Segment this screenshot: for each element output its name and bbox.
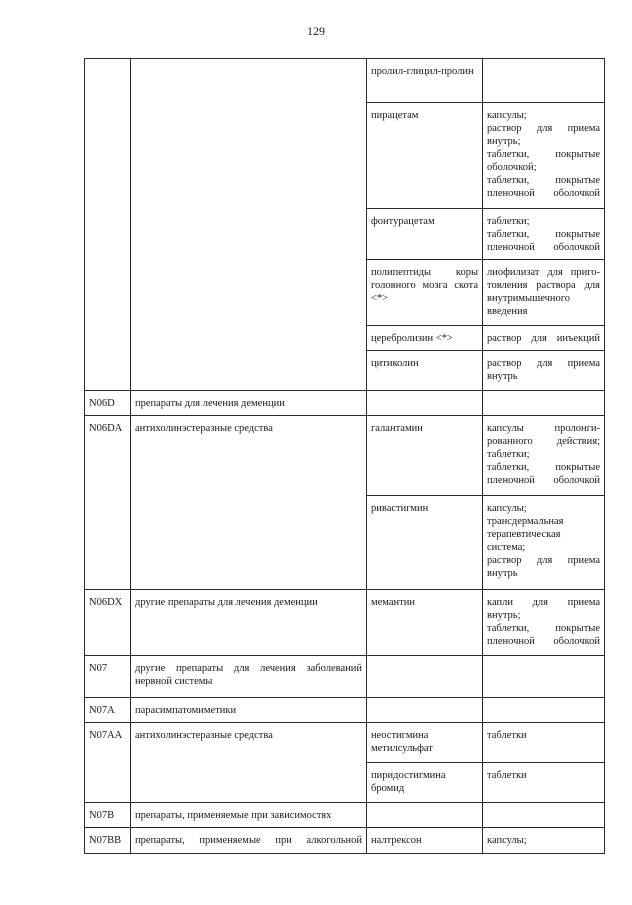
- drug-name-cell: [367, 391, 483, 416]
- dosage-form-line: капли для приема: [487, 597, 600, 608]
- dosage-form-line: капсулы;: [487, 835, 527, 846]
- drug-name-cell: [367, 656, 483, 698]
- dosage-form-line: рованного действия;: [487, 436, 600, 447]
- atc-code-cell: N06DA: [85, 416, 131, 590]
- drug-name-cell: пирацетам: [367, 103, 483, 209]
- drug-name-cell: пиридостигмина бромид: [367, 763, 483, 803]
- dosage-form-line: терапевтическая: [487, 529, 561, 540]
- dosage-form-cell: [483, 103, 605, 209]
- dosage-form-line: пленочной оболочкой: [487, 475, 600, 486]
- dosage-form-line: пленочной оболочкой: [487, 242, 600, 253]
- atc-code-cell: N07BB: [85, 828, 131, 854]
- dosage-form-cell: [483, 590, 605, 656]
- drug-name-cell: фонтурацетам: [367, 209, 483, 260]
- dosage-form-line: таблетки;: [487, 449, 530, 460]
- dosage-form-line: внутрь: [487, 371, 518, 382]
- table-row: [85, 803, 605, 828]
- dosage-form-line: пленочной оболочкой: [487, 188, 600, 199]
- group-name-cell: антихолинэстеразные средства: [131, 416, 367, 590]
- atc-code-cell: N07AA: [85, 723, 131, 803]
- table-row: [85, 656, 605, 698]
- table-row: [85, 391, 605, 416]
- dosage-form-line: таблетки;: [487, 216, 530, 227]
- dosage-form-line: капсулы;: [487, 110, 527, 121]
- dosage-form-cell: [483, 260, 605, 326]
- dosage-form-line: таблетки, покрытые: [487, 229, 600, 240]
- drug-name-cell: налтрексон: [367, 828, 483, 854]
- dosage-form-line: система;: [487, 542, 526, 553]
- drug-name-cell: [367, 803, 483, 828]
- atc-code-cell: [85, 59, 131, 391]
- dosage-form-line: раствор для инъекций: [487, 333, 600, 344]
- group-name-cell: другие препараты для лечения деменции: [131, 590, 367, 656]
- dosage-form-line: таблетки, покрытые: [487, 149, 600, 160]
- dosage-form-line: таблетки, покрытые: [487, 462, 600, 473]
- dosage-form-line: внутрь;: [487, 610, 521, 621]
- group-name-cell: парасимпатомиметики: [131, 698, 367, 723]
- table-row: [85, 59, 605, 103]
- dosage-form-line: внутрь;: [487, 136, 521, 147]
- dosage-form-line: пленочной оболочкой: [487, 636, 600, 647]
- dosage-form-line: капсулы пролонги-: [487, 423, 600, 434]
- dosage-form-cell: [483, 656, 605, 698]
- dosage-form-cell: [483, 496, 605, 590]
- dosage-form-line: таблетки: [487, 770, 527, 781]
- dosage-form-line: таблетки, покрытые: [487, 175, 600, 186]
- dosage-form-line: раствор для приема: [487, 555, 600, 566]
- atc-code-cell: N07B: [85, 803, 131, 828]
- group-name-cell: другие препараты для лечения заболеваний нервной системы: [131, 656, 367, 698]
- dosage-form-line: таблетки: [487, 730, 527, 741]
- drug-name-cell: неостигмина метилсульфат: [367, 723, 483, 763]
- drug-name-cell: цитиколин: [367, 351, 483, 391]
- dosage-form-cell: [483, 416, 605, 496]
- dosage-form-cell: [483, 59, 605, 103]
- atc-code-cell: N06D: [85, 391, 131, 416]
- dosage-form-line: внутрь: [487, 568, 518, 579]
- atc-code-cell: N07A: [85, 698, 131, 723]
- dosage-form-cell: [483, 698, 605, 723]
- table-row: [85, 698, 605, 723]
- group-name-cell: [131, 59, 367, 391]
- table-row: [85, 590, 605, 656]
- dosage-form-line: оболочкой;: [487, 162, 537, 173]
- dosage-form-line: капсулы;: [487, 503, 527, 514]
- page-number: 129: [307, 24, 325, 38]
- table-row: [85, 416, 605, 496]
- drug-name-cell: [367, 698, 483, 723]
- dosage-form-line: таблетки, покрытые: [487, 623, 600, 634]
- drug-name-cell: мемантин: [367, 590, 483, 656]
- group-name-cell: препараты, применяемые при алкогольной: [131, 828, 367, 854]
- dosage-form-cell: [483, 351, 605, 391]
- dosage-form-cell: [483, 828, 605, 854]
- drug-name-cell: пролил-глицил-пролин: [367, 59, 483, 103]
- drug-name-cell: ривастигмин: [367, 496, 483, 590]
- dosage-form-line: введения: [487, 306, 528, 317]
- drug-name-cell: галантамин: [367, 416, 483, 496]
- dosage-form-cell: [483, 763, 605, 803]
- medication-table: [84, 58, 605, 854]
- dosage-form-line: лиофилизат для приго-: [487, 267, 600, 278]
- table-row: [85, 723, 605, 763]
- group-name-cell: препараты для лечения деменции: [131, 391, 367, 416]
- dosage-form-line: раствор для приема: [487, 358, 600, 369]
- atc-code-cell: N06DX: [85, 590, 131, 656]
- dosage-form-cell: [483, 326, 605, 351]
- group-name-cell: антихолинэстеразные средства: [131, 723, 367, 803]
- dosage-form-line: внутримышечного: [487, 293, 571, 304]
- drug-name-cell: полипептиды коры головного мозга скота <*>: [367, 260, 483, 326]
- dosage-form-cell: [483, 391, 605, 416]
- drug-name-cell: церебролизин <*>: [367, 326, 483, 351]
- dosage-form-cell: [483, 209, 605, 260]
- dosage-form-cell: [483, 803, 605, 828]
- table-row: [85, 828, 605, 854]
- dosage-form-cell: [483, 723, 605, 763]
- dosage-form-line: раствор для приема: [487, 123, 600, 134]
- dosage-form-line: товления раствора для: [487, 280, 600, 291]
- group-name-cell: препараты, применяемые при зависимостях: [131, 803, 367, 828]
- atc-code-cell: N07: [85, 656, 131, 698]
- dosage-form-line: трансдермальная: [487, 516, 564, 527]
